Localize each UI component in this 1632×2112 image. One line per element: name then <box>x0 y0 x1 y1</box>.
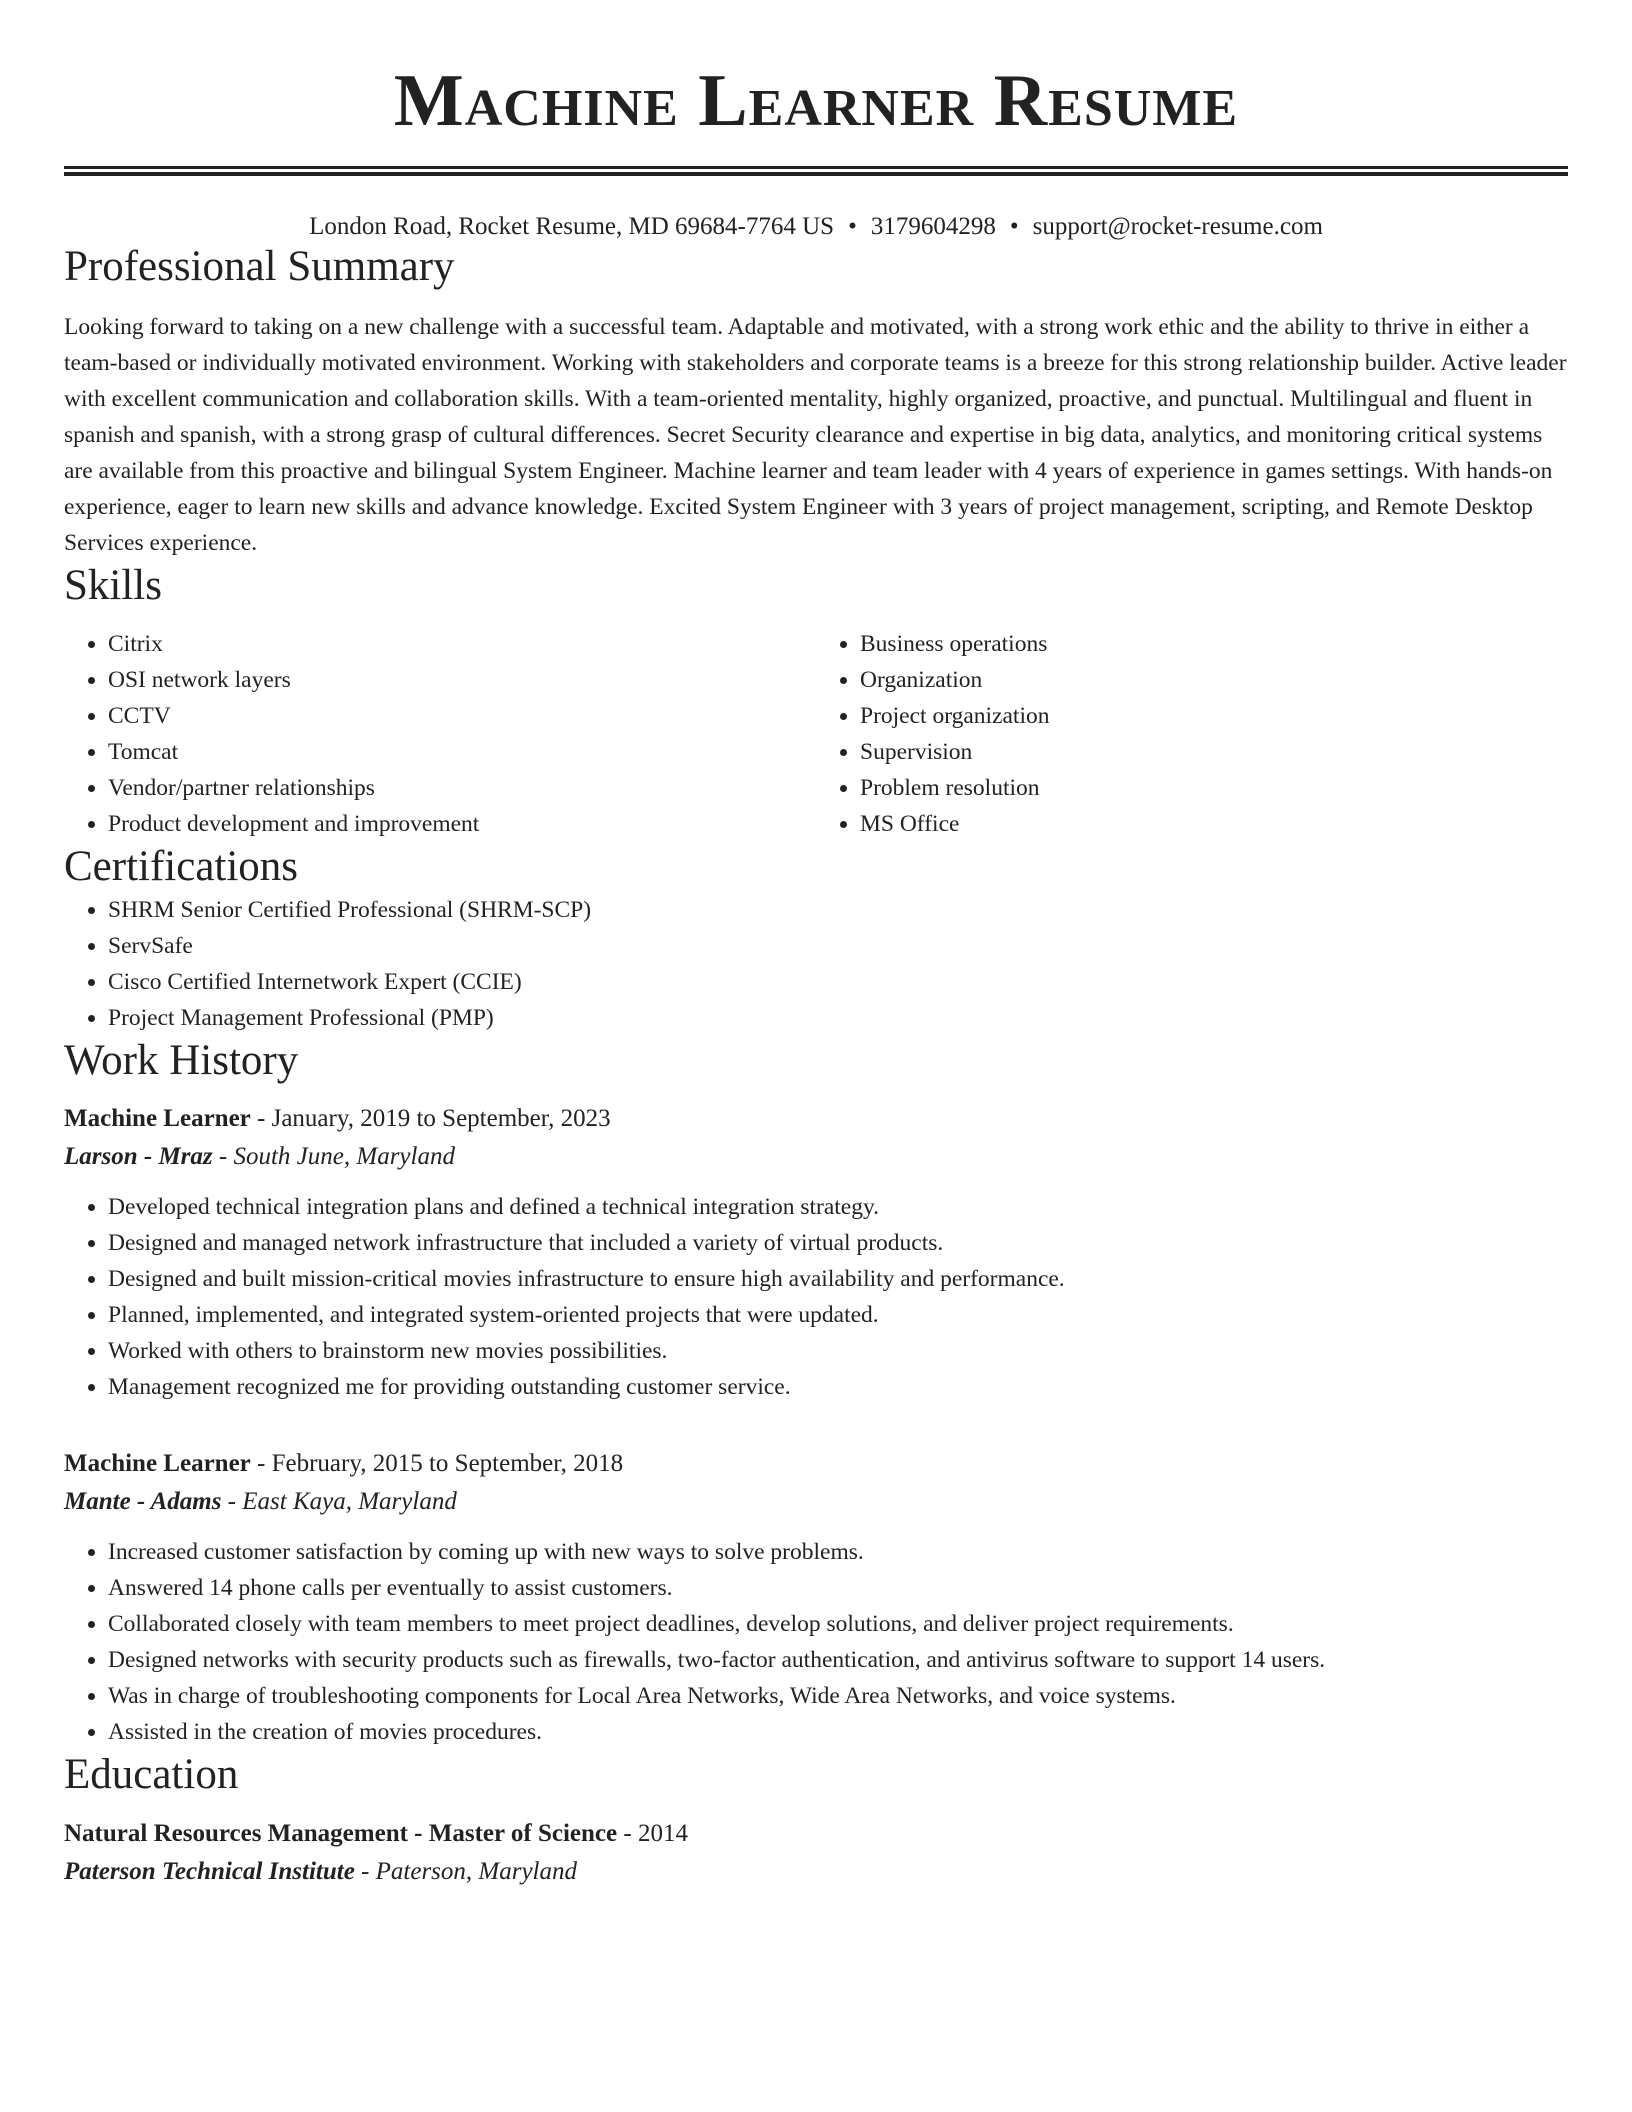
job-duty: • Was in charge of troubleshooting components for Local Area Networks, Wide Area Networks, and voice systems. <box>108 1678 1568 1714</box>
education-location: Paterson, Maryland <box>375 1858 577 1885</box>
job-duties-list <box>64 1534 1568 1750</box>
job-company: Larson - Mraz <box>64 1143 213 1170</box>
job-duty: • Collaborated closely with team members to meet project deadlines, develop solutions, and deliver project requirements. <box>108 1606 1568 1642</box>
skill-item: • Product development and improvement <box>108 806 816 842</box>
education-degree-line: Natural Resources Management - Master of Science - 2014 <box>64 1820 688 1847</box>
job-duty: • Planned, implemented, and integrated system-oriented projects that were updated. <box>108 1297 1568 1333</box>
summary-heading: Professional Summary <box>64 243 455 290</box>
job-title: Machine Learner <box>64 1105 251 1132</box>
summary-text: Looking forward to taking on a new challenge with a successful team. Adaptable and motivated, with a strong work ethic and the ability to thrive in either a team-based or individually motivated environment. Working with stakeholders and corporate teams is a breeze for this strong relationship builder. Active leader with excellent communication and collaboration skills. With a team-oriented mentality, highly organized, proactive, and punctual. Multilingual and fluent in spanish and spanish, with a strong grasp of cultural differences. Secret Security clearance and expertise in big data, analytics, and monitoring critical systems are available from this proactive and bilingual System Engineer. Machine learner and team leader with 4 years of experience in games settings. With hands-on experience, eager to learn new skills and advance knowledge. Excited System Engineer with 3 years of project management, scripting, and Remote Desktop Services experience. <box>64 314 1567 556</box>
education-entry <box>64 1815 1568 1891</box>
skill-item: • OSI network layers <box>108 662 816 698</box>
certifications-list <box>64 892 1568 1036</box>
work-history-heading: Work History <box>64 1037 299 1084</box>
job-duty: • Answered 14 phone calls per eventually to assist customers. <box>108 1570 1568 1606</box>
skill-item: • Vendor/partner relationships <box>108 770 816 806</box>
education-heading: Education <box>64 1751 239 1798</box>
contact-line <box>64 212 1568 242</box>
skill-item: • Citrix <box>108 626 816 662</box>
job-duty: • Management recognized me for providing outstanding customer service. <box>108 1369 1568 1405</box>
job-dates: January, 2019 to September, 2023 <box>271 1105 611 1132</box>
skill-item: • Business operations <box>860 626 1568 662</box>
job-duties-list <box>64 1189 1568 1405</box>
job-duty: • Developed technical integration plans and defined a technical integration strategy. <box>108 1189 1568 1225</box>
skill-item: • Tomcat <box>108 734 816 770</box>
resume-title: Machine Learner Resume <box>393 60 1239 142</box>
contact-separator: • <box>848 213 857 240</box>
resume-page <box>64 0 1568 1891</box>
job-duty: • Worked with others to brainstorm new movies possibilities. <box>108 1333 1568 1369</box>
job-company-line: Larson - Mraz - South June, Maryland <box>64 1143 455 1170</box>
skills-list <box>64 626 1568 842</box>
job-title: Machine Learner <box>64 1450 251 1477</box>
title-divider <box>64 166 1568 176</box>
job-title-line: Machine Learner - January, 2019 to September, 2023 <box>64 1105 611 1132</box>
job-duty: • Increased customer satisfaction by coming up with new ways to solve problems. <box>108 1534 1568 1570</box>
job-company: Mante - Adams <box>64 1488 222 1515</box>
certifications-heading: Certifications <box>64 843 299 890</box>
education-school: Paterson Technical Institute <box>64 1858 355 1885</box>
contact-address: London Road, Rocket Resume, MD 69684-7764 US <box>309 213 835 240</box>
certification-item: • ServSafe <box>108 928 1568 964</box>
contact-email[interactable]: support@rocket-resume.com <box>1032 213 1323 240</box>
job-duty: • Designed networks with security products such as firewalls, two-factor authentication, and antivirus software to support 14 users. <box>108 1642 1568 1678</box>
skill-item: • CCTV <box>108 698 816 734</box>
skill-item: • Problem resolution <box>860 770 1568 806</box>
job-entry <box>64 1445 1568 1750</box>
job-location: South June, Maryland <box>233 1143 455 1170</box>
skills-heading: Skills <box>64 562 162 609</box>
job-entry <box>64 1100 1568 1405</box>
skills-column-right <box>816 626 1568 842</box>
skills-column-left <box>64 626 816 842</box>
job-company-line: Mante - Adams - East Kaya, Maryland <box>64 1488 457 1515</box>
skill-item: • Project organization <box>860 698 1568 734</box>
job-title-line: Machine Learner - February, 2015 to September, 2018 <box>64 1450 624 1477</box>
contact-separator: • <box>1009 213 1019 240</box>
job-location: East Kaya, Maryland <box>242 1488 457 1515</box>
certification-item: • Cisco Certified Internetwork Expert (CCIE) <box>108 964 1568 1000</box>
skill-item: • Organization <box>860 662 1568 698</box>
certification-item: • Project Management Professional (PMP) <box>108 1000 1568 1036</box>
education-year: 2014 <box>637 1820 688 1847</box>
job-dates: February, 2015 to September, 2018 <box>271 1450 624 1477</box>
skill-item: • MS Office <box>860 806 1568 842</box>
skill-item: • Supervision <box>860 734 1568 770</box>
job-duty: • Assisted in the creation of movies procedures. <box>108 1714 1568 1750</box>
education-school-line: Paterson Technical Institute - Paterson, Maryland <box>64 1858 577 1885</box>
education-degree: Natural Resources Management - Master of Science <box>64 1820 618 1847</box>
job-duty: • Designed and managed network infrastructure that included a variety of virtual products. <box>108 1225 1568 1261</box>
certification-item: • SHRM Senior Certified Professional (SHRM-SCP) <box>108 892 1568 928</box>
contact-phone: 3179604298 <box>870 213 996 240</box>
job-duty: • Designed and built mission-critical movies infrastructure to ensure high availability and performance. <box>108 1261 1568 1297</box>
